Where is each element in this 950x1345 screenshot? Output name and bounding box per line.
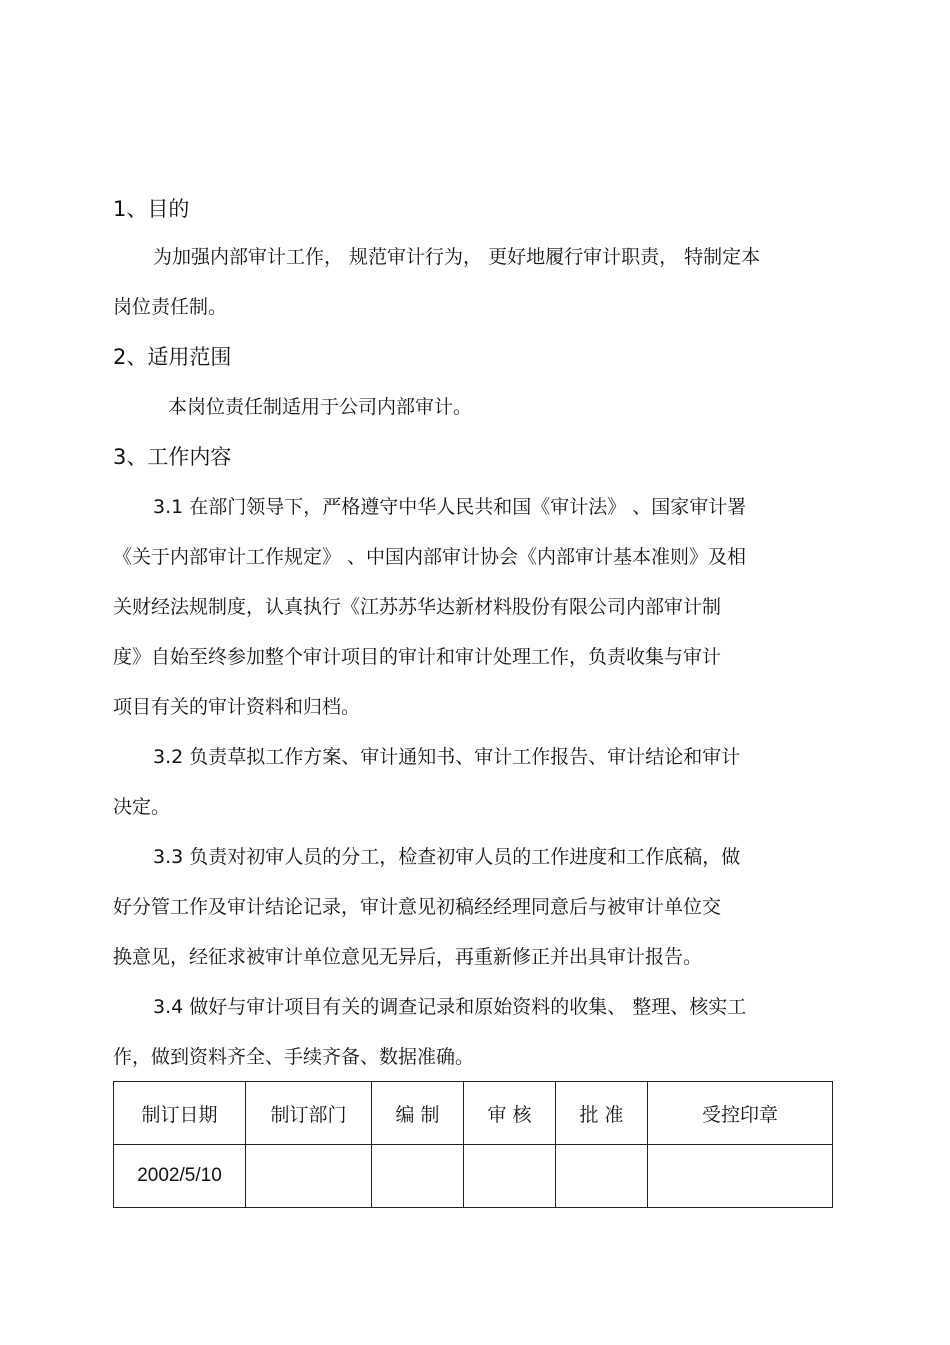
cell-issue-date: 2002/5/10	[114, 1145, 246, 1208]
paragraph-line: 岗位责任制。	[113, 296, 228, 318]
header-approved-by: 批 准	[556, 1082, 648, 1145]
section-heading-purpose: 1、目的	[113, 197, 190, 221]
section-heading-scope: 2、适用范围	[113, 345, 232, 369]
paragraph-line: 《关于内部审计工作规定》 、中国内部审计协会《内部审计基本准则》及相	[113, 546, 747, 568]
cell-prepared-by	[372, 1145, 464, 1208]
cell-issue-department	[246, 1145, 372, 1208]
paragraph-line: 项目有关的审计资料和归档。	[113, 696, 361, 718]
paragraph-line: 3.2 负责草拟工作方案、审计通知书、审计工作报告、审计结论和审计	[153, 746, 741, 768]
table-row	[114, 1145, 833, 1208]
header-issue-department: 制订部门	[246, 1082, 372, 1145]
paragraph-line: 3.3 负责对初审人员的分工，检查初审人员的工作进度和工作底稿，做	[153, 846, 741, 868]
paragraph-line: 3.1 在部门领导下，严格遵守中华人民共和国《审计法》 、国家审计署	[153, 496, 747, 518]
paragraph-line: 度》自始至终参加整个审计项目的审计和审计处理工作，负责收集与审计	[113, 646, 722, 668]
header-reviewed-by: 审 核	[464, 1082, 556, 1145]
paragraph-line: 换意见，经征求被审计单位意见无异后，再重新修正并出具审计报告。	[113, 946, 703, 968]
paragraph-line: 好分管工作及审计结论记录，审计意见初稿经经理同意后与被审计单位交	[113, 896, 722, 918]
header-issue-date: 制订日期	[114, 1082, 246, 1145]
paragraph-line: 作，做到资料齐全、手续齐备、数据准确。	[113, 1046, 475, 1068]
paragraph-line: 决定。	[113, 796, 171, 818]
paragraph-line: 本岗位责任制适用于公司内部审计。	[168, 396, 473, 418]
header-prepared-by: 编 制	[372, 1082, 464, 1145]
cell-reviewed-by	[464, 1145, 556, 1208]
paragraph-line: 3.4 做好与审计项目有关的调查记录和原始资料的收集、 整理、核实工	[153, 996, 747, 1018]
paragraph-line: 关财经法规制度，认真执行《江苏苏华达新材料股份有限公司内部审计制	[113, 596, 722, 618]
table-header-row	[114, 1082, 833, 1145]
header-controlled-seal: 受控印章	[648, 1082, 833, 1145]
cell-approved-by	[556, 1145, 648, 1208]
cell-controlled-seal	[648, 1145, 833, 1208]
approval-table	[113, 1081, 833, 1208]
section-heading-content: 3、工作内容	[113, 445, 232, 469]
paragraph-line: 为加强内部审计工作， 规范审计行为， 更好地履行审计职责， 特制定本	[153, 246, 761, 268]
